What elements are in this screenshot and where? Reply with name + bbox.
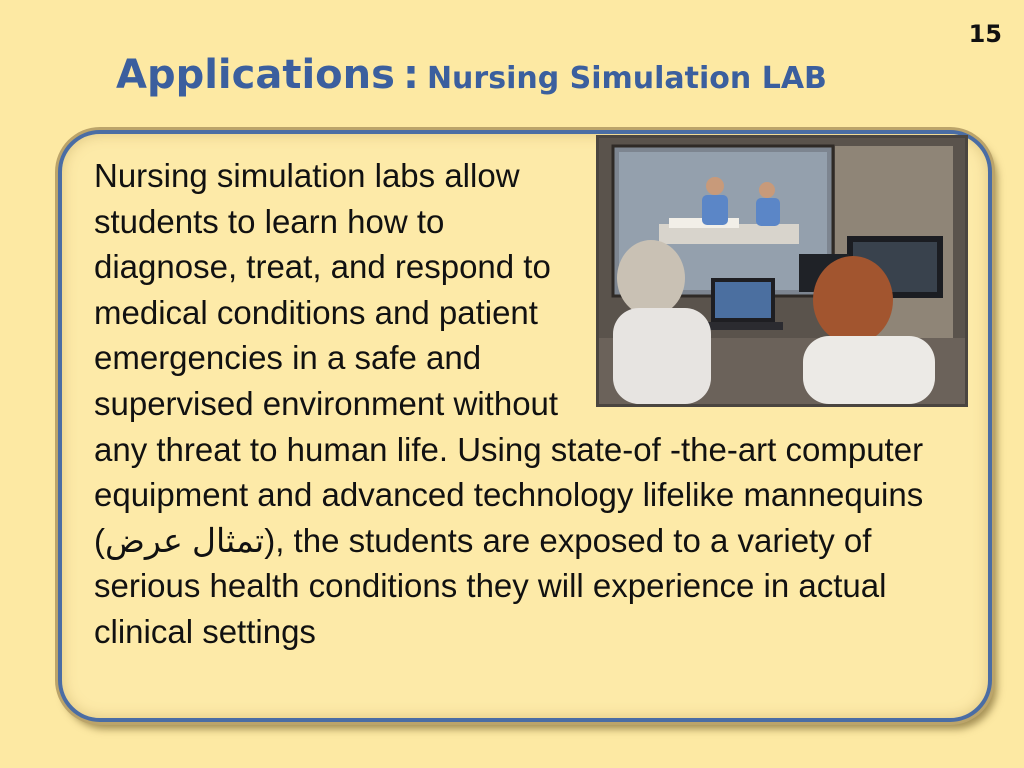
photo-spacer [576,153,944,423]
slide-number: 15 [968,20,1002,48]
body-paragraph [94,153,944,655]
title-subtitle: Nursing Simulation LAB [426,61,827,96]
title-separator: : [402,52,419,98]
slide-title [116,52,827,98]
body-text: Nursing simulation labs allow students to learn how to diagnose, treat, and respond to medical conditions and patient emergencies in a safe and supervised environment without any threat to human life. Using state-of -the-art computer equipment and advanced technology lifelike mannequins (تمثال عرض), the students are exposed to a variety of serious health conditions they will experience in actual clinical settings [94,157,924,650]
title-main: Applications [116,52,395,98]
